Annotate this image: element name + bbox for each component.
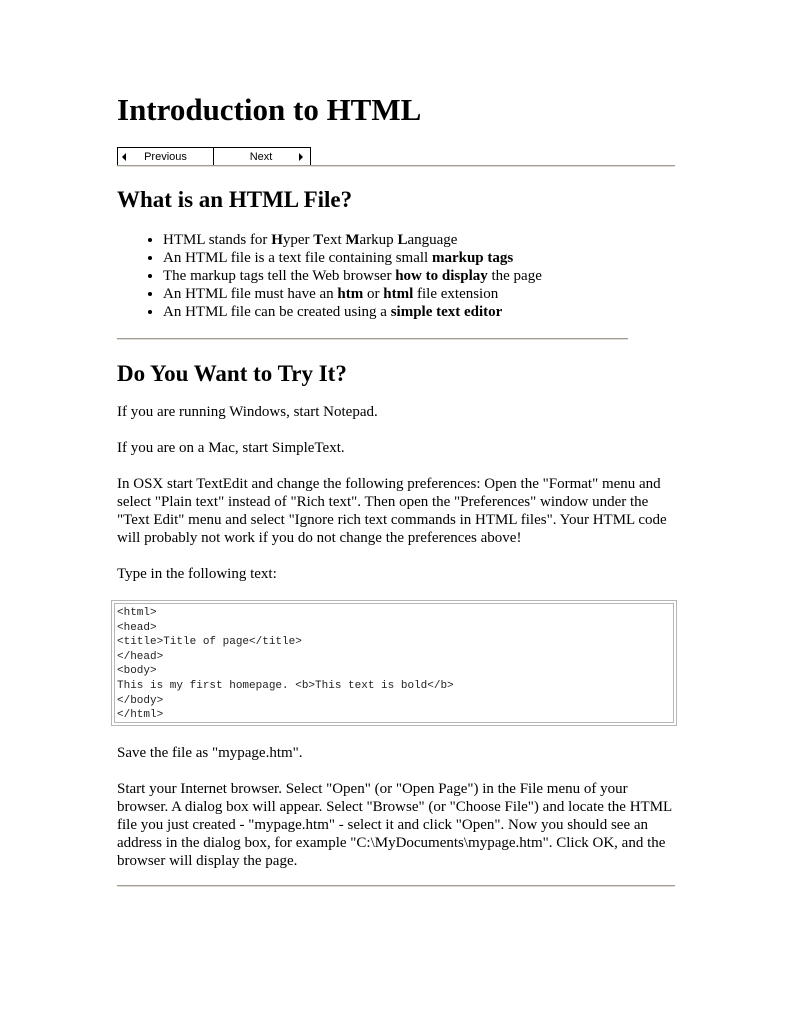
bold-text: simple text editor xyxy=(390,304,503,320)
next-label: Next xyxy=(249,151,273,163)
nav-bar xyxy=(117,147,311,166)
previous-button[interactable] xyxy=(118,148,214,166)
code-line: This is my first homepage. <b>This text is bold</b> xyxy=(117,679,454,692)
list-item xyxy=(163,303,542,321)
code-line: </head> xyxy=(117,650,164,663)
paragraph-osx: In OSX start TextEdit and change the following preferences: Open the "Format" menu and select "Plain text" instead of "Rich text". Then open the "Preferences" window under the "Text Edit" menu and select "Ignore rich text commands in HTML files". Your HTML code will probably not work if you do not change the preferences above! xyxy=(117,476,667,546)
code-block xyxy=(111,600,677,726)
code-line: <html> xyxy=(117,607,157,619)
bold-text: M xyxy=(345,232,360,248)
text-segment: file extension xyxy=(413,286,499,302)
text-segment: An HTML file is a text file containing small xyxy=(163,250,432,266)
text-segment: anguage xyxy=(407,232,458,248)
bold-text: html xyxy=(383,286,414,302)
bold-text: htm xyxy=(337,286,364,302)
text-segment: The markup tags tell the Web browser xyxy=(163,268,396,284)
code-line: <body> xyxy=(117,665,157,678)
code-line: <title>Title of page</title> xyxy=(117,636,302,649)
text-segment: or xyxy=(363,286,384,302)
text-segment: yper xyxy=(282,232,314,248)
paragraph-browser: Start your Internet browser. Select "Open" (or "Open Page") in the File menu of your browser. A dialog box will appear. Select "Browse" (or "Choose File") and locate the HTML file you just created - "mypage.htm" - select it and click "Open". Now you should see an address in the dialog box, for example "C:\MyDocuments\mypage.htm". Click OK, and the browser will display the page. xyxy=(117,781,672,869)
text-segment: HTML stands for xyxy=(163,232,272,248)
paragraph-mac: If you are on a Mac, start SimpleText. xyxy=(117,440,345,456)
text-segment: An HTML file must have an xyxy=(163,286,338,302)
code-line: <head> xyxy=(117,621,157,634)
list-item xyxy=(163,231,542,249)
previous-label: Previous xyxy=(144,151,187,163)
text-segment: arkup xyxy=(359,232,398,248)
arrow-right-icon xyxy=(299,153,303,161)
divider xyxy=(117,338,628,340)
list-item xyxy=(163,249,542,267)
paragraph-type: Type in the following text: xyxy=(117,566,277,582)
page-title: Introduction to HTML xyxy=(117,92,422,127)
section-heading-html-file: What is an HTML File? xyxy=(117,187,353,212)
code-block-inner xyxy=(114,603,674,723)
code-line: </html> xyxy=(117,709,164,722)
bold-text: T xyxy=(313,232,324,248)
next-button[interactable] xyxy=(214,148,308,166)
divider xyxy=(117,165,675,167)
text-segment: the page xyxy=(487,268,542,284)
list-item xyxy=(163,267,542,285)
text-segment: An HTML file can be created using a xyxy=(163,304,391,320)
paragraph-save: Save the file as "mypage.htm". xyxy=(117,745,303,761)
bullet-list xyxy=(143,231,542,321)
code-line: </body> xyxy=(117,694,164,707)
section-heading-try-it: Do You Want to Try It? xyxy=(117,361,347,386)
bold-text: L xyxy=(397,232,408,248)
bold-text: H xyxy=(271,232,283,248)
bold-text: markup tags xyxy=(431,250,514,266)
divider xyxy=(117,885,675,887)
paragraph-windows: If you are running Windows, start Notepad. xyxy=(117,404,378,420)
list-item xyxy=(163,285,542,303)
bold-text: how to display xyxy=(395,268,488,284)
text-segment: ext xyxy=(323,232,346,248)
